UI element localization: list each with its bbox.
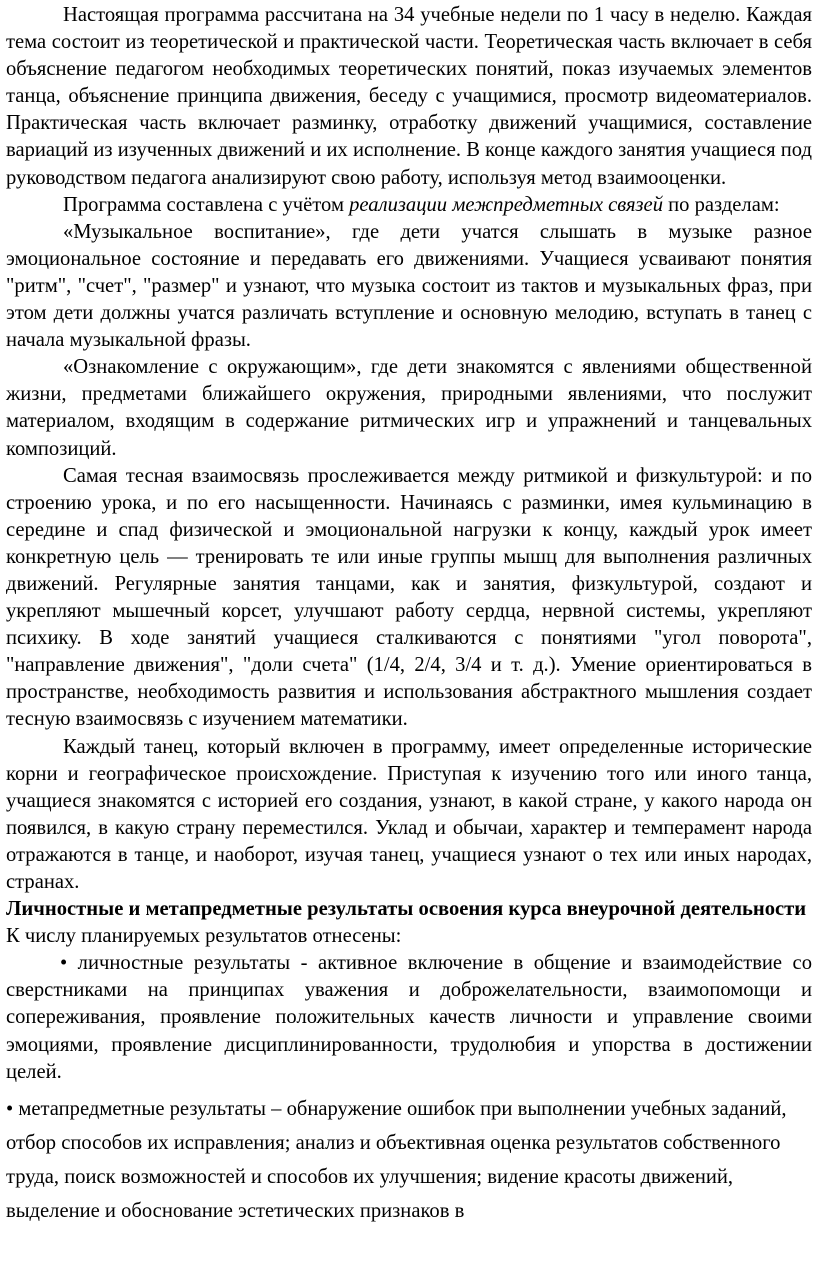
paragraph-environment: «Ознакомление с окружающим», где дети знакомятся с явлениями общественной жизни, предметами ближайшего окружения, природными явлениями, что послужит материалом, входящим в содержание ритмических игр и упражнений и танцевальных композиций. xyxy=(6,356,812,460)
paragraph-interdisciplinary xyxy=(6,192,812,219)
paragraph-interdisciplinary-start: Программа составлена с учётом xyxy=(63,193,350,216)
paragraph-interdisciplinary-emphasis: реализации межпредметных связей xyxy=(349,193,663,216)
bullet-metasubject-results: • метапредметные результаты – обнаружение ошибок при выполнении учебных заданий, отбор способов их исправления; анализ и объективная оценка результатов собственного труда, поиск возможностей и способов их улучшения; видение красоты движений, выделение и обоснование эстетических признаков в xyxy=(6,1097,787,1222)
paragraph-physical-education: Самая тесная взаимосвязь прослеживается между ритмикой и физкультурой: и по строению урока, и по его насыщенности. Начинаясь с разминки, имея кульминацию в середине и спад физической и эмоциональной нагрузки к концу, каждый урок имеет конкретную цель — тренировать те или иные группы мышц для выполнения различных движений. Регулярные занятия танцами, как и занятия, физкультурой, создают и укрепляют мышечный корсет, улучшают работу сердца, нервной системы, укрепляют психику. В ходе занятий учащиеся сталкиваются с понятиями "угол поворота", "направление движения", "доли счета" (1/4, 2/4, 3/4 и т. д.). Умение ориентироваться в пространстве, необходимость развития и использования абстрактного мышления создает тесную взаимосвязь с изучением математики. xyxy=(6,464,812,731)
paragraph-dance-history: Каждый танец, который включен в программу, имеет определенные исторические корни и географическое происхождение. Приступая к изучению того или иного танца, учащиеся знакомятся с историей его создания, узнают, в какой стране, у какого народа он появился, в какую страну переместился. Уклад и обычаи, характер и темперамент народа отражаются в танце, и наоборот, изучая танец, учащиеся узнают о тех или иных народах, странах. xyxy=(6,735,812,893)
results-intro: К числу планируемых результатов отнесены: xyxy=(6,925,402,948)
paragraph-interdisciplinary-end: по разделам: xyxy=(663,193,780,216)
paragraph-music-education: «Музыкальное воспитание», где дети учатся слышать в музыке разное эмоциональное состояние и передавать его движениями. Учащиеся усваивают понятия "ритм", "счет", "размер" и узнают, что музыка состоит из тактов и музыкальных фраз, при этом дети должны учатся различать вступление и основную мелодию, вступать в танец с начала музыкальной фразы. xyxy=(6,220,812,352)
paragraph-program-structure: Настоящая программа рассчитана на 34 учебные недели по 1 часу в неделю. Каждая тема состоит из теоретической и практической части. Теоретическая часть включает в себя объяснение педагогом необходимых теоретических понятий, показ изучаемых элементов танца, объяснение принципа движения, беседу с учащимися, просмотр видеоматериалов. Практическая часть включает разминку, отработку движений учащимися, составление вариаций из изученных движений и их исполнение. В конце каждого занятия учащиеся под руководством педагога анализируют свою работу, используя метод взаимооценки. xyxy=(6,4,812,189)
bullet-personal-results: • личностные результаты - активное включение в общение и взаимодействие со сверстниками на принципах уважения и доброжелательности, взаимопомощи и сопереживания, проявление положительных качеств личности и управление своими эмоциями, проявление дисциплинированности, трудолюбия и упорства в достижении целей. xyxy=(6,952,812,1083)
section-heading: Личностные и метапредметные результаты освоения курса внеурочной деятельности xyxy=(6,898,807,921)
